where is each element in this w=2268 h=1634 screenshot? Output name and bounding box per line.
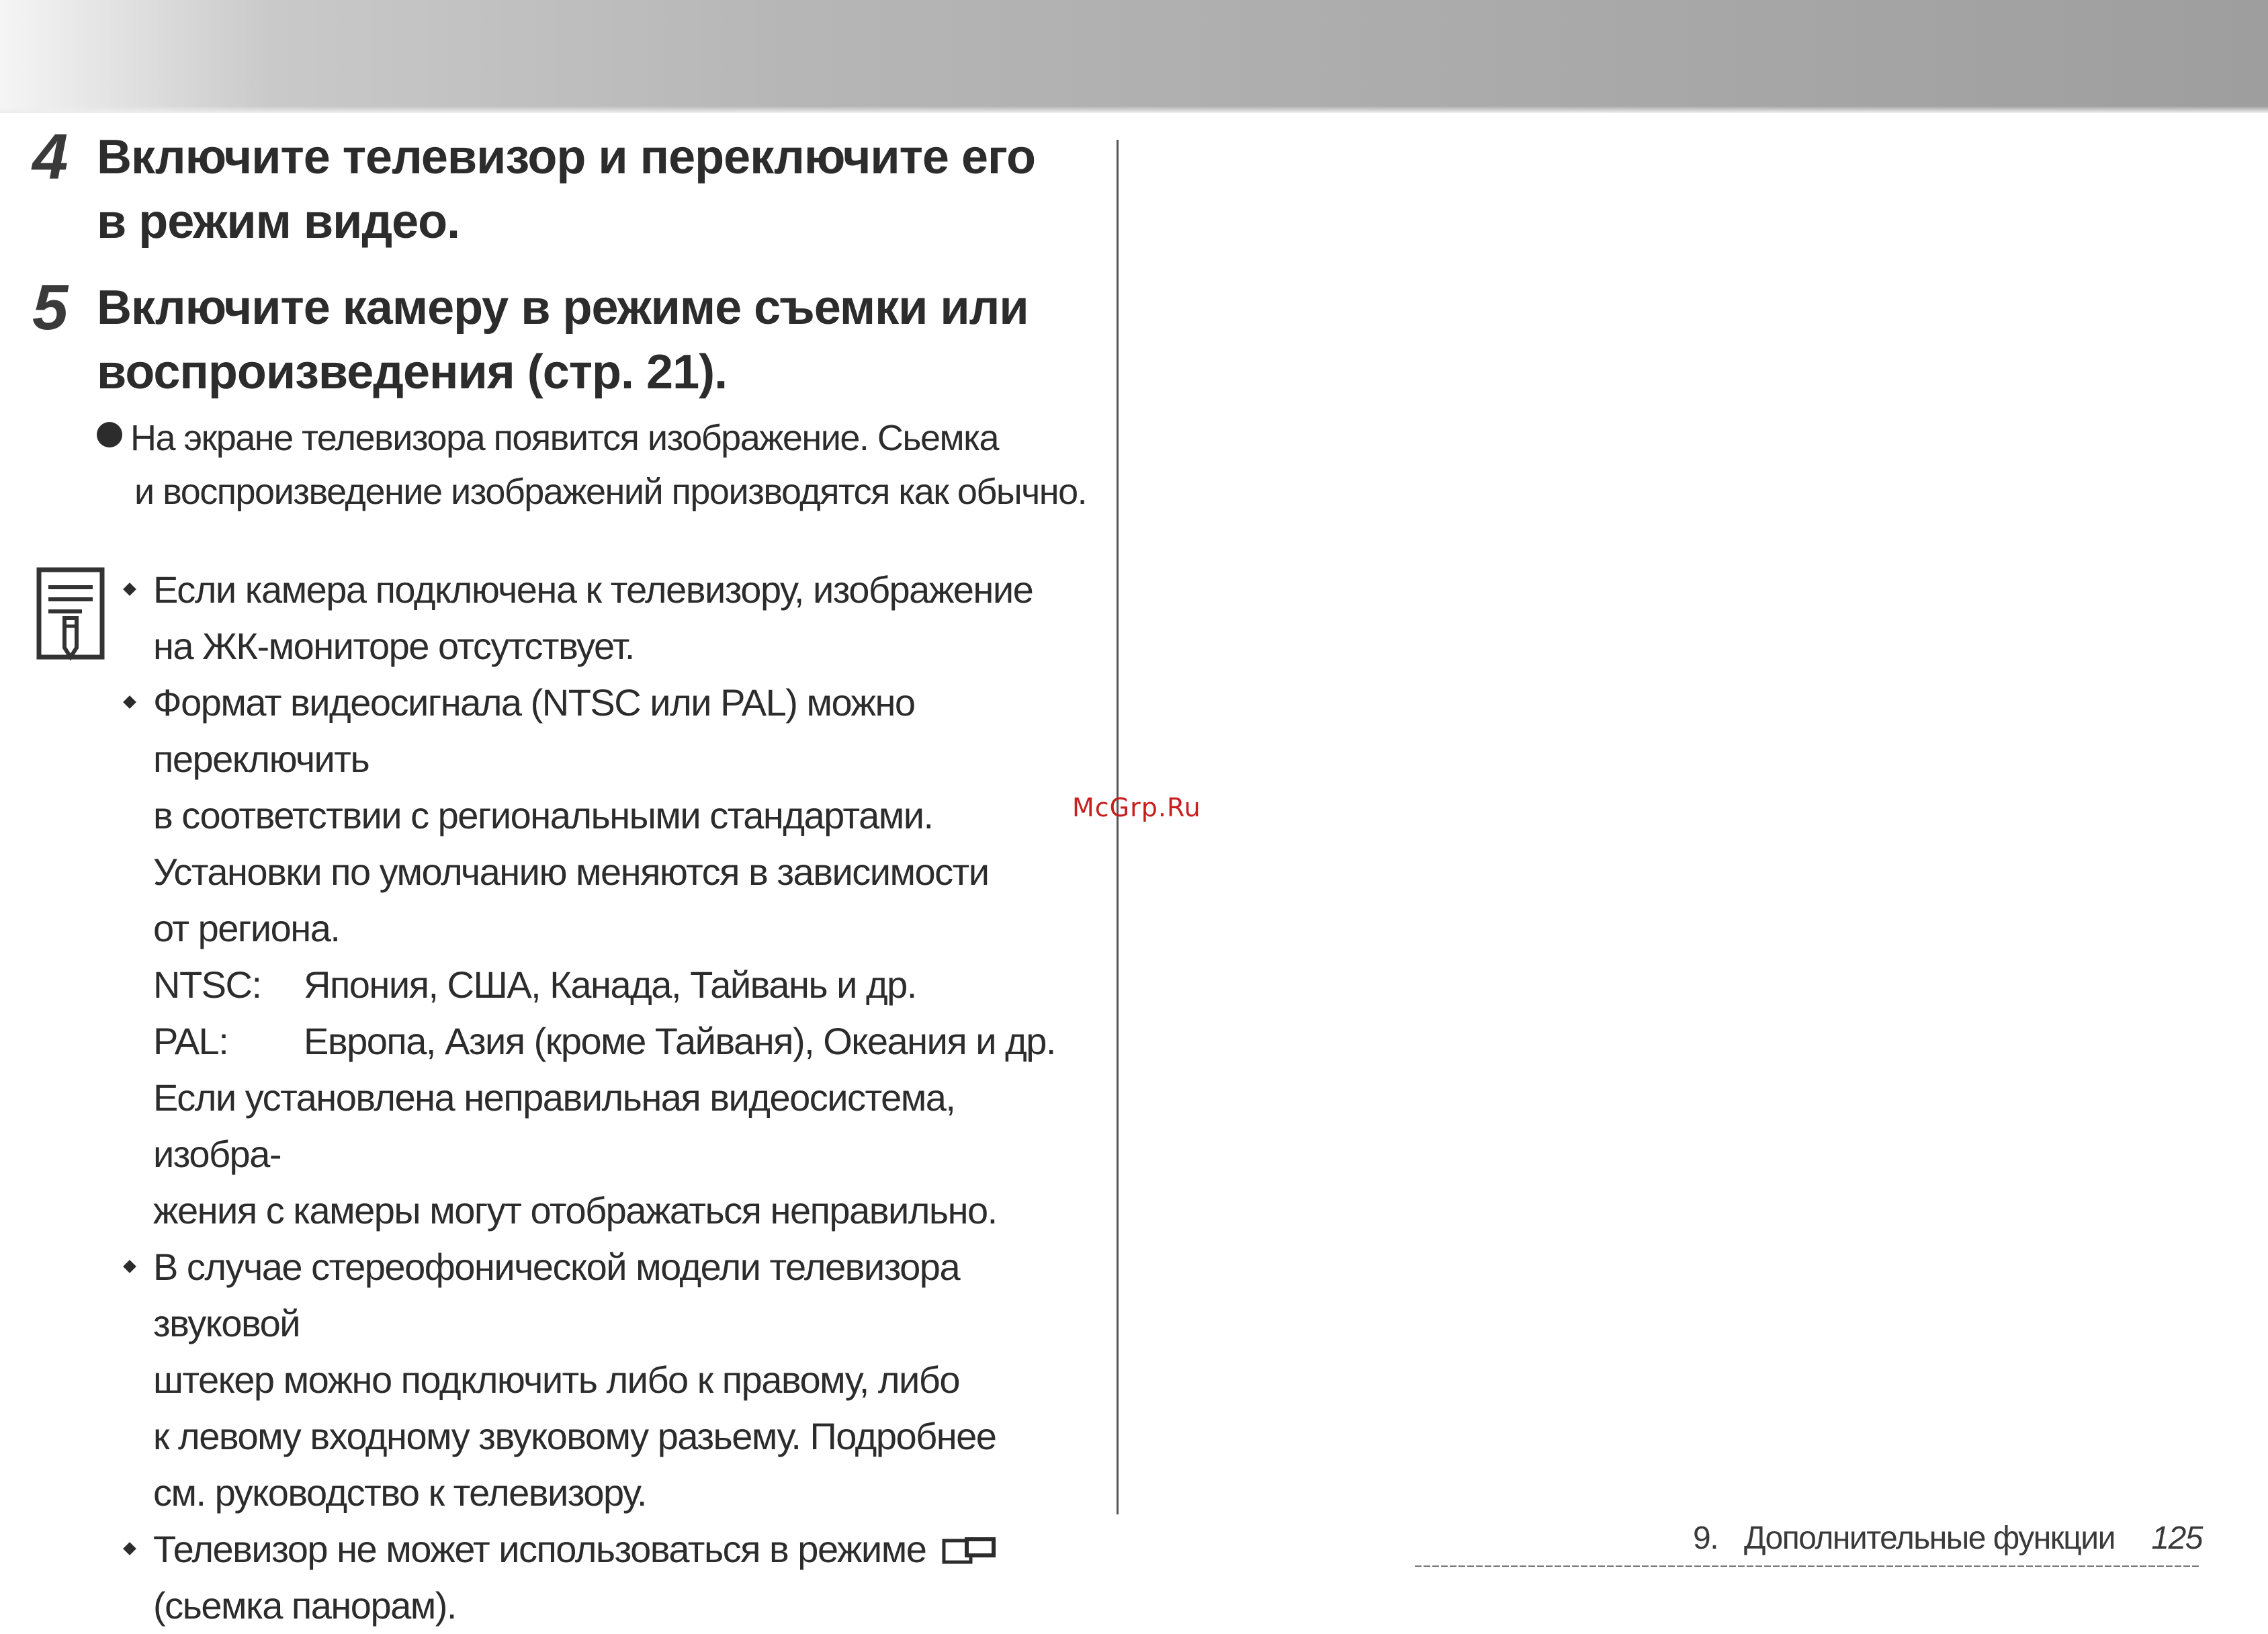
memo-pencil-icon — [35, 566, 109, 666]
panorama-mode-icon — [942, 1535, 998, 1565]
step-5-number: 5 — [32, 271, 69, 343]
footer-chapter-number: 9. — [1693, 1520, 1718, 1556]
pal-label: PAL: — [153, 1020, 228, 1062]
step-4-title-line1: Включите телевизор и переключите его — [97, 130, 1036, 184]
column-divider — [1117, 140, 1119, 1514]
header-band — [0, 0, 2268, 113]
step-4-number: 4 — [32, 121, 69, 193]
note-2-line2: в соответствии с региональными стандартами. — [153, 794, 933, 836]
note-4-line1: Телевизор не может использоваться в режиме — [153, 1528, 926, 1570]
ntsc-row — [153, 957, 1091, 1013]
note-2-line1: Формат видеосигнала (NTSC или PAL) можно переключить — [153, 681, 915, 780]
step-5-bullet-line1: На экране телевизора появится изображение. Сьемка — [130, 418, 999, 458]
note-item-panorama — [124, 1521, 1091, 1634]
step-5-title-line1: Включите камеру в режиме съемки или — [97, 281, 1029, 335]
note-3-line2: штекер можно подключить либо к правому, либо — [153, 1359, 959, 1401]
pal-regions: Европа, Азия (кроме Тайваня), Океания и др. — [304, 1020, 1055, 1062]
watermark: McGrp.Ru — [1072, 793, 1201, 822]
diamond-bullet-icon — [123, 695, 136, 709]
note-item-lcd — [124, 562, 1091, 675]
diamond-bullet-icon — [123, 1542, 136, 1555]
step-5-title — [97, 275, 1078, 404]
step-5-title-line2: воспроизведения (стр. 21). — [97, 345, 728, 399]
step-5-bullet — [97, 411, 1091, 519]
bullet-dot-icon — [97, 422, 122, 447]
note-4-line2: (сьемка панорам). — [153, 1584, 456, 1627]
note-2-line5: Если установлена неправильная видеосистема, изобра- — [153, 1076, 955, 1175]
note-item-video-format — [124, 675, 1091, 1239]
note-2-line4: от региона. — [153, 907, 340, 949]
note-1-line1: Если камера подключена к телевизору, изображение — [153, 568, 1033, 611]
step-5-bullet-line2: и воспроизведение изображений производятся как обычно. — [134, 472, 1087, 512]
diamond-bullet-icon — [123, 583, 136, 596]
step-4-title-line2: в режим видео. — [97, 195, 460, 249]
note-2-line6: жения с камеры могут отображаться неправильно. — [153, 1189, 997, 1232]
step-4-title — [97, 125, 1078, 254]
diamond-bullet-icon — [123, 1260, 136, 1273]
note-item-stereo — [124, 1239, 1091, 1521]
page-number: 125 — [2151, 1520, 2202, 1556]
ntsc-label: NTSC: — [153, 963, 261, 1006]
pal-row — [153, 1013, 1091, 1070]
ntsc-regions: Япония, США, Канада, Тайвань и др. — [304, 963, 916, 1006]
notes-list — [124, 562, 1091, 1634]
note-3-line4: см. руководство к телевизору. — [153, 1471, 646, 1514]
footer-rule — [1415, 1565, 2201, 1567]
note-2-line3: Установки по умолчанию меняются в зависимости — [153, 851, 989, 893]
note-3-line3: к левому входному звуковому разьему. Подробнее — [153, 1415, 996, 1457]
note-1-line2: на ЖК-мониторе отсутствует. — [153, 625, 634, 667]
note-3-line1: В случае стереофонической модели телевизора звуковой — [153, 1246, 960, 1344]
footer-chapter-title: Дополнительные функции — [1744, 1520, 2115, 1556]
